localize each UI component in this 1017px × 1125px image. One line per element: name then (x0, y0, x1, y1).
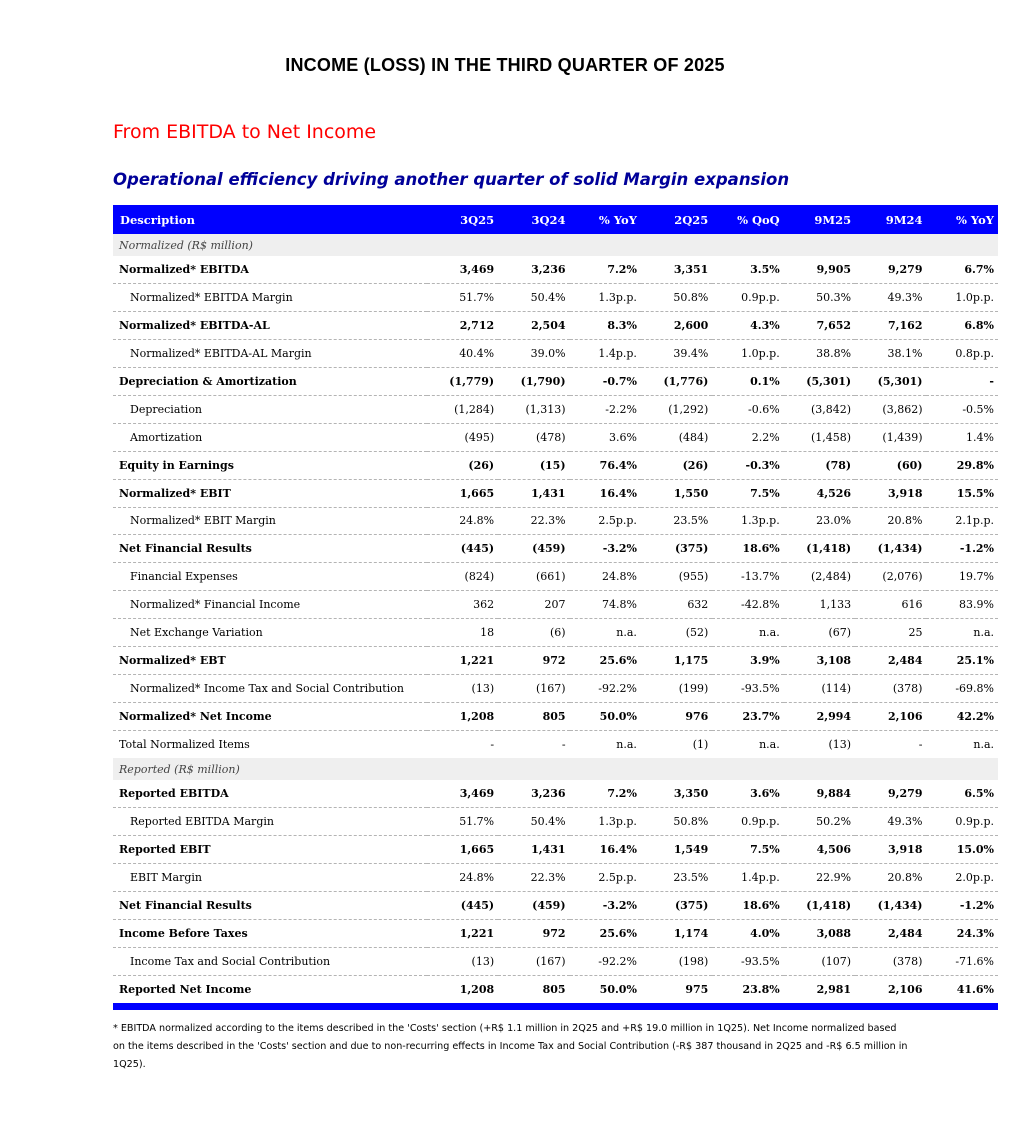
table-cell: n.a. (712, 619, 783, 647)
table-cell: (375) (641, 892, 712, 920)
table-cell: (1,458) (784, 423, 855, 451)
table-cell: (26) (427, 451, 498, 479)
table-cell: (1,284) (427, 395, 498, 423)
table-cell: 2.5p.p. (570, 507, 641, 535)
table-cell: 50.0% (599, 982, 637, 996)
table-cell: (198) (641, 947, 712, 975)
table-cell: 51.7% (427, 808, 498, 836)
table-row (113, 368, 998, 396)
table-row (113, 975, 998, 1003)
table-cell: 74.8% (570, 591, 641, 619)
table-row (113, 479, 998, 507)
table-cell: -93.5% (712, 674, 783, 702)
row-label: Normalized* Net Income (113, 702, 427, 730)
row-label: Normalized* Income Tax and Social Contribution (113, 674, 427, 702)
table-cell: 3.5% (712, 256, 783, 284)
table-cell: 3,236 (498, 256, 569, 284)
table-cell: - (926, 368, 998, 396)
document-title: INCOME (LOSS) IN THE THIRD QUARTER OF 2025 (285, 55, 725, 75)
table-cell: 1,208 (459, 982, 495, 996)
table-cell: 50.2% (784, 808, 855, 836)
table-cell: (167) (498, 674, 569, 702)
table-cell: 975 (685, 982, 709, 996)
table-cell: 3,088 (784, 919, 855, 947)
table-cell: 972 (498, 919, 569, 947)
table-cell: n.a. (759, 737, 780, 751)
table-cell: 1.0p.p. (712, 340, 783, 368)
table-cell: 38.8% (784, 340, 855, 368)
table-row (113, 947, 998, 975)
table-cell: 9,884 (784, 780, 855, 808)
table-cell: (495) (427, 423, 498, 451)
table-cell: n.a. (616, 737, 637, 751)
table-cell: (1) (692, 737, 709, 751)
table-cell: (15) (498, 451, 569, 479)
table-cell: 632 (641, 591, 712, 619)
table-cell: -2.2% (570, 395, 641, 423)
table-cell: 1,221 (427, 646, 498, 674)
table-cell: 1.3p.p. (570, 808, 641, 836)
table-cell: 3.9% (712, 646, 783, 674)
table-cell: 16.4% (570, 479, 641, 507)
table-cell: 7.5% (712, 836, 783, 864)
row-label: Net Financial Results (113, 535, 427, 563)
table-cell: 9,279 (855, 256, 926, 284)
table-cell: 1,175 (641, 646, 712, 674)
table-section-row (113, 758, 998, 780)
section-label: Normalized (R$ million) (113, 234, 998, 256)
table-cell: 0.9p.p. (926, 808, 998, 836)
table-cell: (478) (498, 423, 569, 451)
table-cell: (60) (855, 451, 926, 479)
table-row (113, 864, 998, 892)
table-cell: (459) (498, 892, 569, 920)
table-cell: 23.5% (641, 864, 712, 892)
row-label: Net Financial Results (113, 892, 427, 920)
table-cell: n.a. (570, 619, 641, 647)
table-cell: 2,106 (855, 702, 926, 730)
column-header: 3Q25 (460, 212, 495, 227)
table-row (113, 507, 998, 535)
table-cell: (445) (427, 892, 498, 920)
table-cell: 4,506 (784, 836, 855, 864)
row-label: Equity in Earnings (113, 451, 427, 479)
table-cell: 4,526 (784, 479, 855, 507)
row-label: Reported EBITDA Margin (113, 808, 427, 836)
table-cell: (824) (427, 563, 498, 591)
table-cell: 23.0% (784, 507, 855, 535)
table-cell: 1.4p.p. (712, 864, 783, 892)
table-cell: 18 (427, 619, 498, 647)
table-cell: 25.6% (570, 646, 641, 674)
table-cell: 1.4p.p. (570, 340, 641, 368)
table-cell: 16.4% (570, 836, 641, 864)
table-cell: (107) (784, 947, 855, 975)
row-label: Normalized* EBIT (113, 479, 427, 507)
table-cell: 3,918 (855, 836, 926, 864)
table-row (113, 674, 998, 702)
table-cell: 50.0% (570, 702, 641, 730)
table-cell: 1.3p.p. (712, 507, 783, 535)
table-cell: (199) (641, 674, 712, 702)
table-row (113, 836, 998, 864)
table-cell: 2.2% (712, 423, 783, 451)
table-cell: (13) (828, 737, 852, 751)
table-cell: -42.8% (712, 591, 783, 619)
table-cell: 972 (498, 646, 569, 674)
table-cell: 2,504 (498, 312, 569, 340)
table-cell: -92.2% (570, 674, 641, 702)
table-row (113, 919, 998, 947)
table-cell: 24.8% (427, 864, 498, 892)
table-row (113, 730, 998, 758)
table-cell: n.a. (973, 737, 994, 751)
table-cell: 3.6% (570, 423, 641, 451)
table-cell: (459) (498, 535, 569, 563)
table-cell: 2,600 (641, 312, 712, 340)
table-cell: 42.2% (926, 702, 998, 730)
table-cell: 9,905 (784, 256, 855, 284)
row-label: Depreciation (113, 395, 427, 423)
table-cell: (1,776) (641, 368, 712, 396)
table-row (113, 395, 998, 423)
row-label: Normalized* EBT (113, 646, 427, 674)
table-cell: 1.4% (926, 423, 998, 451)
table-cell: -69.8% (926, 674, 998, 702)
table-cell: -93.5% (712, 947, 783, 975)
section-title: From EBITDA to Net Income (113, 121, 377, 143)
column-header: % YoY (598, 212, 637, 227)
table-cell: (13) (427, 947, 498, 975)
table-cell: 1,431 (498, 479, 569, 507)
table-cell: (1,790) (498, 368, 569, 396)
table-cell: 40.4% (427, 340, 498, 368)
row-label: Normalized* EBITDA-AL Margin (113, 340, 427, 368)
table-row (113, 535, 998, 563)
table-cell: n.a. (926, 619, 998, 647)
table-row (113, 591, 998, 619)
row-label: Financial Expenses (113, 563, 427, 591)
table-cell: 50.8% (641, 284, 712, 312)
table-cell: (78) (784, 451, 855, 479)
table-cell: 25 (855, 619, 926, 647)
footnote: * EBITDA normalized according to the items described in the 'Costs' section (+R$ 1.1 million in 2Q25 and +R$ 19.0 million in 1Q25). Net Income normalized based on the items described in the 'Costs' section and due to non-recurring effects in Income Tax and Social Contribution (-R$ 387 thousand in 2Q25 and -R$ 6.5 million in 1Q25). (113, 1023, 908, 1070)
table-cell: 23.5% (641, 507, 712, 535)
table-cell: 39.0% (498, 340, 569, 368)
row-label: EBIT Margin (113, 864, 427, 892)
table-cell: 2,106 (888, 982, 923, 996)
table-cell: 15.0% (926, 836, 998, 864)
column-header: 2Q25 (674, 212, 709, 227)
table-cell: -3.2% (570, 892, 641, 920)
table-cell: 1,549 (641, 836, 712, 864)
table-cell: (2,484) (784, 563, 855, 591)
table-cell: -13.7% (712, 563, 783, 591)
column-header: 3Q24 (531, 212, 566, 227)
table-cell: -71.6% (926, 947, 998, 975)
row-label: Income Before Taxes (113, 919, 427, 947)
table-cell: 7,162 (855, 312, 926, 340)
table-row (113, 256, 998, 284)
table-cell: (5,301) (855, 368, 926, 396)
table-row (113, 451, 998, 479)
table-cell: 51.7% (427, 284, 498, 312)
table-cell: 2,981 (816, 982, 852, 996)
table-cell: 39.4% (641, 340, 712, 368)
table-row (113, 619, 998, 647)
table-cell: 976 (641, 702, 712, 730)
table-cell: 29.8% (926, 451, 998, 479)
table-row (113, 284, 998, 312)
table-cell: 22.9% (784, 864, 855, 892)
table-cell: (1,418) (784, 535, 855, 563)
table-cell: 41.6% (956, 982, 994, 996)
table-cell: 22.3% (498, 864, 569, 892)
table-cell: 0.9p.p. (712, 808, 783, 836)
row-label: Reported Net Income (119, 982, 252, 996)
table-cell: 50.4% (498, 284, 569, 312)
table-cell: (378) (855, 947, 926, 975)
table-cell: -0.5% (926, 395, 998, 423)
table-cell: 20.8% (855, 507, 926, 535)
table-cell: 2.5p.p. (570, 864, 641, 892)
table-cell: 2,484 (855, 919, 926, 947)
table-cell: 6.8% (926, 312, 998, 340)
table-cell: -1.2% (926, 535, 998, 563)
column-header: 9M25 (814, 212, 852, 227)
row-label: Normalized* EBITDA (113, 256, 427, 284)
table-cell: (1,292) (641, 395, 712, 423)
table-cell: (484) (641, 423, 712, 451)
table-cell: (5,301) (784, 368, 855, 396)
table-cell: 25.1% (926, 646, 998, 674)
table-section-row (113, 234, 998, 256)
table-cell: 6.7% (926, 256, 998, 284)
table-cell: 1,665 (427, 836, 498, 864)
table-cell: 1,133 (784, 591, 855, 619)
table-cell: 50.3% (784, 284, 855, 312)
table-cell: 15.5% (926, 479, 998, 507)
table-cell: 3,469 (427, 256, 498, 284)
table-cell: 7,652 (784, 312, 855, 340)
table-row (113, 312, 998, 340)
table-cell: 2.0p.p. (926, 864, 998, 892)
table-cell: 4.3% (712, 312, 783, 340)
table-cell: (955) (641, 563, 712, 591)
table-cell: 24.8% (427, 507, 498, 535)
table-cell: (13) (427, 674, 498, 702)
table-cell: 1,550 (641, 479, 712, 507)
column-header: % QoQ (737, 212, 780, 227)
table-cell: 83.9% (926, 591, 998, 619)
table-cell: 25.6% (570, 919, 641, 947)
row-label: Reported EBITDA (113, 780, 427, 808)
table-cell: 0.9p.p. (712, 284, 783, 312)
table-cell: 1,431 (498, 836, 569, 864)
table-cell: (67) (784, 619, 855, 647)
table-cell: (445) (427, 535, 498, 563)
table-cell: 2,994 (784, 702, 855, 730)
table-cell: 3,108 (784, 646, 855, 674)
table-cell: (375) (641, 535, 712, 563)
row-label: Normalized* EBITDA-AL (113, 312, 427, 340)
table-cell: 24.8% (570, 563, 641, 591)
table-cell: (1,434) (855, 535, 926, 563)
row-label: Normalized* Financial Income (113, 591, 427, 619)
table-cell: (3,862) (855, 395, 926, 423)
table-cell: (1,418) (784, 892, 855, 920)
table-cell: 49.3% (855, 284, 926, 312)
table-cell: 3,918 (855, 479, 926, 507)
table-cell: (3,842) (784, 395, 855, 423)
table-cell: 6.5% (926, 780, 998, 808)
table-cell: 19.7% (926, 563, 998, 591)
table-cell: 23.8% (742, 982, 780, 996)
table-cell: (167) (498, 947, 569, 975)
table-cell: (1,439) (855, 423, 926, 451)
subtitle: Operational efficiency driving another quarter of solid Margin expansion (113, 170, 790, 189)
row-label: Reported EBIT (113, 836, 427, 864)
table-cell: 3,351 (641, 256, 712, 284)
income-table (113, 205, 998, 1003)
table-cell: 1.3p.p. (570, 284, 641, 312)
table-cell: 7.5% (712, 479, 783, 507)
table-cell: 23.7% (712, 702, 783, 730)
table-cell: 805 (542, 982, 566, 996)
row-label: Depreciation & Amortization (113, 368, 427, 396)
table-cell: 50.4% (498, 808, 569, 836)
table-cell: 7.2% (570, 256, 641, 284)
table-cell: 1,665 (427, 479, 498, 507)
table-cell: -1.2% (926, 892, 998, 920)
section-label: Reported (R$ million) (113, 758, 998, 780)
row-label: Income Tax and Social Contribution (113, 947, 427, 975)
table-cell: 4.0% (712, 919, 783, 947)
table-cell: 18.6% (712, 892, 783, 920)
table-body (113, 234, 998, 1003)
table-cell: - (561, 737, 566, 751)
table-cell: 7.2% (570, 780, 641, 808)
table-cell: (2,076) (855, 563, 926, 591)
table-cell: 805 (498, 702, 569, 730)
table-cell: 1.0p.p. (926, 284, 998, 312)
table-cell: -0.7% (570, 368, 641, 396)
row-label: Amortization (113, 423, 427, 451)
row-label: Net Exchange Variation (113, 619, 427, 647)
table-cell: 1,174 (641, 919, 712, 947)
table-cell: (1,313) (498, 395, 569, 423)
table-cell: -0.6% (712, 395, 783, 423)
table-cell: 22.3% (498, 507, 569, 535)
table-cell: 1,208 (427, 702, 498, 730)
table-cell: 2,484 (855, 646, 926, 674)
table-cell: 2.1p.p. (926, 507, 998, 535)
table-cell: 1,221 (427, 919, 498, 947)
table-cell: -3.2% (570, 535, 641, 563)
table-cell: 3,469 (427, 780, 498, 808)
table-cell: 2,712 (427, 312, 498, 340)
table-cell: 3,236 (498, 780, 569, 808)
row-label: Total Normalized Items (119, 737, 250, 751)
table-row (113, 808, 998, 836)
table-cell: 38.1% (855, 340, 926, 368)
table-cell: (1,779) (427, 368, 498, 396)
table-cell: 362 (427, 591, 498, 619)
row-label: Normalized* EBIT Margin (113, 507, 427, 535)
table-cell: 9,279 (855, 780, 926, 808)
column-header: 9M24 (885, 212, 923, 227)
table-cell: 3.6% (712, 780, 783, 808)
table-cell: (52) (641, 619, 712, 647)
table-cell: 3,350 (641, 780, 712, 808)
table-cell: 18.6% (712, 535, 783, 563)
table-row (113, 563, 998, 591)
table-cell: 616 (855, 591, 926, 619)
table-bottom-bar (113, 1003, 998, 1010)
table-cell: (1,434) (855, 892, 926, 920)
table-row (113, 780, 998, 808)
table-cell: 0.1% (712, 368, 783, 396)
table-cell: 0.8p.p. (926, 340, 998, 368)
table-cell: 49.3% (855, 808, 926, 836)
table-cell: 24.3% (926, 919, 998, 947)
table-row (113, 340, 998, 368)
table-cell: 8.3% (570, 312, 641, 340)
table-cell: 20.8% (855, 864, 926, 892)
table-cell: -0.3% (712, 451, 783, 479)
table-cell: 50.8% (641, 808, 712, 836)
table-row (113, 423, 998, 451)
table-cell: - (918, 737, 923, 751)
table-cell: 207 (498, 591, 569, 619)
table-cell: (114) (784, 674, 855, 702)
table-header-row (113, 205, 998, 234)
table-cell: (378) (855, 674, 926, 702)
table-row (113, 646, 998, 674)
column-header: Description (120, 212, 195, 227)
table-cell: -92.2% (570, 947, 641, 975)
column-header: % YoY (955, 212, 994, 227)
table-cell: - (490, 737, 495, 751)
table-row (113, 702, 998, 730)
table-cell: (26) (641, 451, 712, 479)
income-table-container (113, 205, 998, 1010)
row-label: Normalized* EBITDA Margin (113, 284, 427, 312)
table-cell: (661) (498, 563, 569, 591)
table-row (113, 892, 998, 920)
table-cell: (6) (498, 619, 569, 647)
table-cell: 76.4% (570, 451, 641, 479)
